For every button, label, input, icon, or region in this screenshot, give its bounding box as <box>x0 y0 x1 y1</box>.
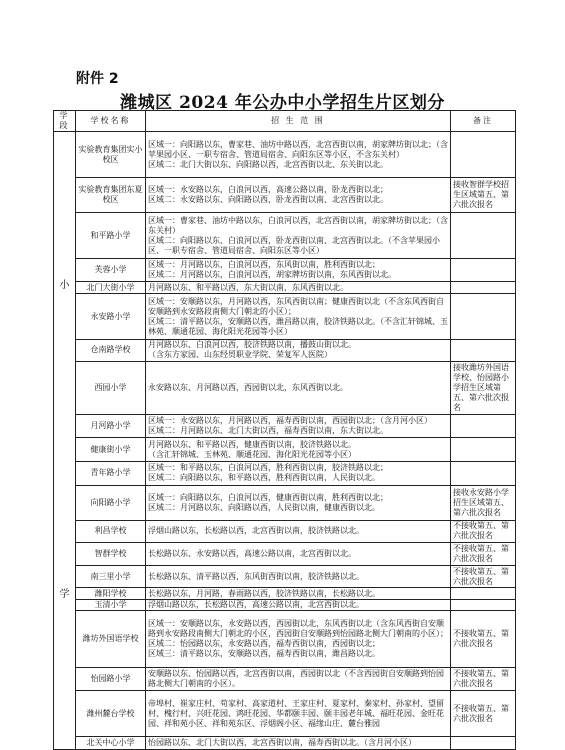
header-note: 备注 <box>451 111 516 132</box>
note-cell <box>451 588 516 599</box>
range-line: 月河路以东、白浪河以西，胶济铁路以南，播鼓山街以北。 <box>148 340 356 350</box>
enrollment-range-cell <box>146 543 451 566</box>
range-line: 怡园路以东、北门大街以西，北宫西街以南，福寿西街以北。（含月河小区） <box>148 738 416 748</box>
table-row <box>54 438 516 462</box>
note-cell: 接收智群学校招生区域第五、第六批次报名 <box>451 178 516 213</box>
school-name-cell: 利昌学校 <box>76 520 146 543</box>
range-line: 区域三：清平路以东，安顺路以西，福寿西街以南，潍昌路以北。 <box>148 648 380 658</box>
school-name-cell: 月河路小学 <box>76 414 146 438</box>
table-row <box>54 737 516 750</box>
table-row <box>54 213 516 259</box>
enrollment-range-cell <box>146 132 451 178</box>
table-row <box>54 294 516 339</box>
header-range: 招 生 范 围 <box>146 111 451 132</box>
range-line: 区域一：曹家巷、油坊中路以东，白浪河以西，北宫西街以南，胡家牌坊街以北；（含东关村） <box>148 215 448 235</box>
note-cell: 不接收第五、第六批次报名 <box>451 691 516 737</box>
range-line: 区域一：向阳路以东，曹家巷、油坊中路以西，北宫西街以南，胡家牌坊街以北；（含苹果园小区、一职专宿舍、管道局宿舍、向阳东区等小区，不含东关村） <box>148 139 448 159</box>
enrollment-range-cell <box>146 259 451 282</box>
school-name-cell: 向阳路小学 <box>76 485 146 520</box>
table-row <box>54 282 516 294</box>
school-name-cell: 潍州麓台学校 <box>76 691 146 737</box>
enrollment-range-cell <box>146 178 451 213</box>
table-body <box>54 132 516 750</box>
attachment-label: 附件 2 <box>76 71 119 87</box>
range-line: （含东方家园、山东经贸职业学院、荣复军人医院） <box>148 350 332 360</box>
school-name-cell: 怡园路小学 <box>76 667 146 691</box>
enrollment-range-cell <box>146 294 451 339</box>
range-line: 区域二：怡园路以东，永安路以西，福寿西街以南，西园街以北； <box>148 638 380 648</box>
note-cell <box>451 438 516 462</box>
enrollment-table <box>53 110 516 750</box>
range-line: 浮烟山路以东，长松路以西，高速公路以南，北宫西街以北。 <box>148 599 364 609</box>
range-line: 区域一：向阳路以东，白浪河以西，健康西街以南，胜利西街以北； <box>148 492 388 502</box>
range-line: 区域二：清平路以东，安顺路以西，潍昌路以南，胶济铁路以北。（不含汇轩锦城、玉林苑、顺通花园、海化阳光花园等小区） <box>148 316 448 336</box>
table-row <box>54 588 516 599</box>
segment-char: 小 <box>59 280 70 292</box>
note-cell <box>451 737 516 750</box>
enrollment-range-cell <box>146 461 451 485</box>
school-name-cell: 青年路小学 <box>76 461 146 485</box>
table-row <box>54 611 516 668</box>
table-row <box>54 599 516 610</box>
range-line: 月河路以东、和平路以西，东大街以南，东风西街以北。 <box>148 282 348 292</box>
note-cell <box>451 461 516 485</box>
table-row <box>54 414 516 438</box>
note-cell: 不接收第五、第六批次报名 <box>451 520 516 543</box>
table-row <box>54 339 516 362</box>
note-cell <box>451 294 516 339</box>
note-cell: 不接收第五、第六批次报名 <box>451 611 516 668</box>
enrollment-range-cell <box>146 737 451 750</box>
school-name-cell: 北关中心小学 <box>76 737 146 750</box>
enrollment-range-cell <box>146 438 451 462</box>
enrollment-range-cell <box>146 414 451 438</box>
range-line: 区域二：月河路以东，白浪河以西，胡家牌坊街以南，东风西街以北。 <box>148 270 396 280</box>
note-cell <box>451 599 516 610</box>
table-row <box>54 362 516 414</box>
range-line: 月河路以东、和平路以西，健康西街以南，胶济铁路以北。 <box>148 439 356 449</box>
table-row <box>54 178 516 213</box>
range-line: 区域一：月河路以东，白浪河以西，东风街以南，胜利西街以北； <box>148 260 380 270</box>
range-line: 区域一：永安路以东，月河路以西，福寿西街以南，西园街以北；（含月河小区） <box>148 416 432 426</box>
range-line: 区域一：和平路以东，白浪河以西，胜利西街以南，胶济铁路以北； <box>148 463 388 473</box>
note-cell <box>451 414 516 438</box>
table-row <box>54 259 516 282</box>
enrollment-range-cell <box>146 213 451 259</box>
table-row <box>54 691 516 737</box>
range-line: 永安路以东、月河路以西，西园街以北，东风西街以北。 <box>148 382 348 392</box>
school-name-cell: 北门大街小学 <box>76 282 146 294</box>
note-cell: 不接收第五、第六批次报名 <box>451 543 516 566</box>
range-line: 区域二：北门大街以东、向阳路以西，北宫西街以北、东关街以北。 <box>148 159 388 169</box>
segment-char: 学 <box>59 588 70 600</box>
school-name-cell: 实验教育集团实小校区 <box>76 132 146 178</box>
table-row <box>54 461 516 485</box>
range-line: 区域二：月河路以东、北门大街以西，福寿西街以南，东大街以北。 <box>148 426 388 436</box>
enrollment-range-cell <box>146 588 451 599</box>
enrollment-range-cell <box>146 691 451 737</box>
school-name-cell: 潍坊外国语学校 <box>76 611 146 668</box>
note-cell <box>451 282 516 294</box>
table-row <box>54 667 516 691</box>
school-name-cell: 实验教育集团东夏校区 <box>76 178 146 213</box>
range-line: 区域一：安顺路以东，月河路以西，东风西街以南；健康西街以北（不含东风西街自安顺路到永安路段南侧大门朝北的小区）； <box>148 296 444 316</box>
school-name-cell: 玉清小学 <box>76 599 146 610</box>
document-title: 潍城区 2024 年公办中小学招生片区划分 <box>120 93 445 113</box>
school-name-cell: 西园小学 <box>76 362 146 414</box>
range-line: 区域二：月河路以东、向阳路以西，人民街以南，健康西街以北。 <box>148 502 380 512</box>
note-cell <box>451 213 516 259</box>
table-row <box>54 565 516 588</box>
note-cell: 接收永安路小学招生区域第五、第六批次报名 <box>451 485 516 520</box>
note-cell <box>451 339 516 362</box>
note-cell: 接收潍坊外国语学校、怡园路小学招生区域第五、第六批次报名 <box>451 362 516 414</box>
note-cell <box>451 259 516 282</box>
range-line: 区域二：向阳路以东，和平路以西，胜利西街以南，人民街以北。 <box>148 473 380 483</box>
enrollment-range-cell <box>146 282 451 294</box>
note-cell <box>451 132 516 178</box>
school-name-cell: 南三里小学 <box>76 565 146 588</box>
range-line: 帝埠村、崔家庄村、苟家村、高家道村、王家庄村、夏家村、秦家村、孙家村、望留村、槐行村、兴旺花园、鸿旺花园、华都颐丰园、颐丰园老年城、福旺花园、金旺花园、祥和苑小区、祥和苑东区、浮烟阁小区、福缘山庄、麓台雅园 <box>148 698 444 728</box>
school-name-cell: 智群学校 <box>76 543 146 566</box>
segment-cell <box>54 132 76 750</box>
range-line: 区域二：永安路以东、向阳路以西，卧龙西街以南、北宫西街以北。 <box>148 195 388 205</box>
range-line: 长松路以东，月河路，春雨路以西，胶济铁路以南，长松路以北。 <box>148 588 380 598</box>
school-name-cell: 潍阳学校 <box>76 588 146 599</box>
header-segment: 学段 <box>54 111 76 132</box>
enrollment-range-cell <box>146 339 451 362</box>
enrollment-range-cell <box>146 611 451 668</box>
range-line: 区域一：永安路以东，白浪河以西，高速公路以南，卧龙西街以北； <box>148 185 388 195</box>
school-name-cell: 仓南路学校 <box>76 339 146 362</box>
school-name-cell: 芙蓉小学 <box>76 259 146 282</box>
range-line: 安顺路以东、怡园路以西，北宫西街以南，西园街以北（不含西园街自安顺路到怡园路北侧大门朝南的小区）。 <box>148 668 444 688</box>
range-line: 区域一：安顺路以东，永安路以西，西园街以北，东风西街以北（含东风西街自安顺路到永安路段南侧大门朝北的小区，西园街自安顺路到怡园路北侧大门朝南的小区）； <box>148 618 448 638</box>
table-row <box>54 520 516 543</box>
enrollment-range-cell <box>146 485 451 520</box>
table-row <box>54 543 516 566</box>
enrollment-range-cell <box>146 599 451 610</box>
range-line: （含汇轩锦城、玉林苑、顺通花园、海化阳光花园等小区） <box>148 449 356 459</box>
range-line: 浮烟山路以东，长松路以西，北宫西街以南，胶济铁路以北。 <box>148 526 364 536</box>
header-school: 学校名称 <box>76 111 146 132</box>
table-header-row <box>54 111 516 132</box>
enrollment-range-cell <box>146 667 451 691</box>
range-line: 长松路以东、永安路以西，高速公路以南，北宫西街以北。 <box>148 548 356 558</box>
range-line: 长松路以东、清平路以西，东风街西街以南，胶济铁路以北。 <box>148 571 364 581</box>
enrollment-range-cell <box>146 565 451 588</box>
table-row <box>54 485 516 520</box>
range-line: 区域二：向阳路以东、白浪河以西，卧龙西街以南、北宫西街以北。（不含苹果园小区、一职专宿舍、管道局宿舍、向阳东区等小区） <box>148 235 440 255</box>
note-cell: 不接收第五、第六批次报名 <box>451 565 516 588</box>
table-row <box>54 132 516 178</box>
enrollment-range-cell <box>146 520 451 543</box>
note-cell: 不接收第五、第六批次报名 <box>451 667 516 691</box>
school-name-cell: 健康街小学 <box>76 438 146 462</box>
enrollment-range-cell <box>146 362 451 414</box>
school-name-cell: 永安路小学 <box>76 294 146 339</box>
school-name-cell: 和平路小学 <box>76 213 146 259</box>
